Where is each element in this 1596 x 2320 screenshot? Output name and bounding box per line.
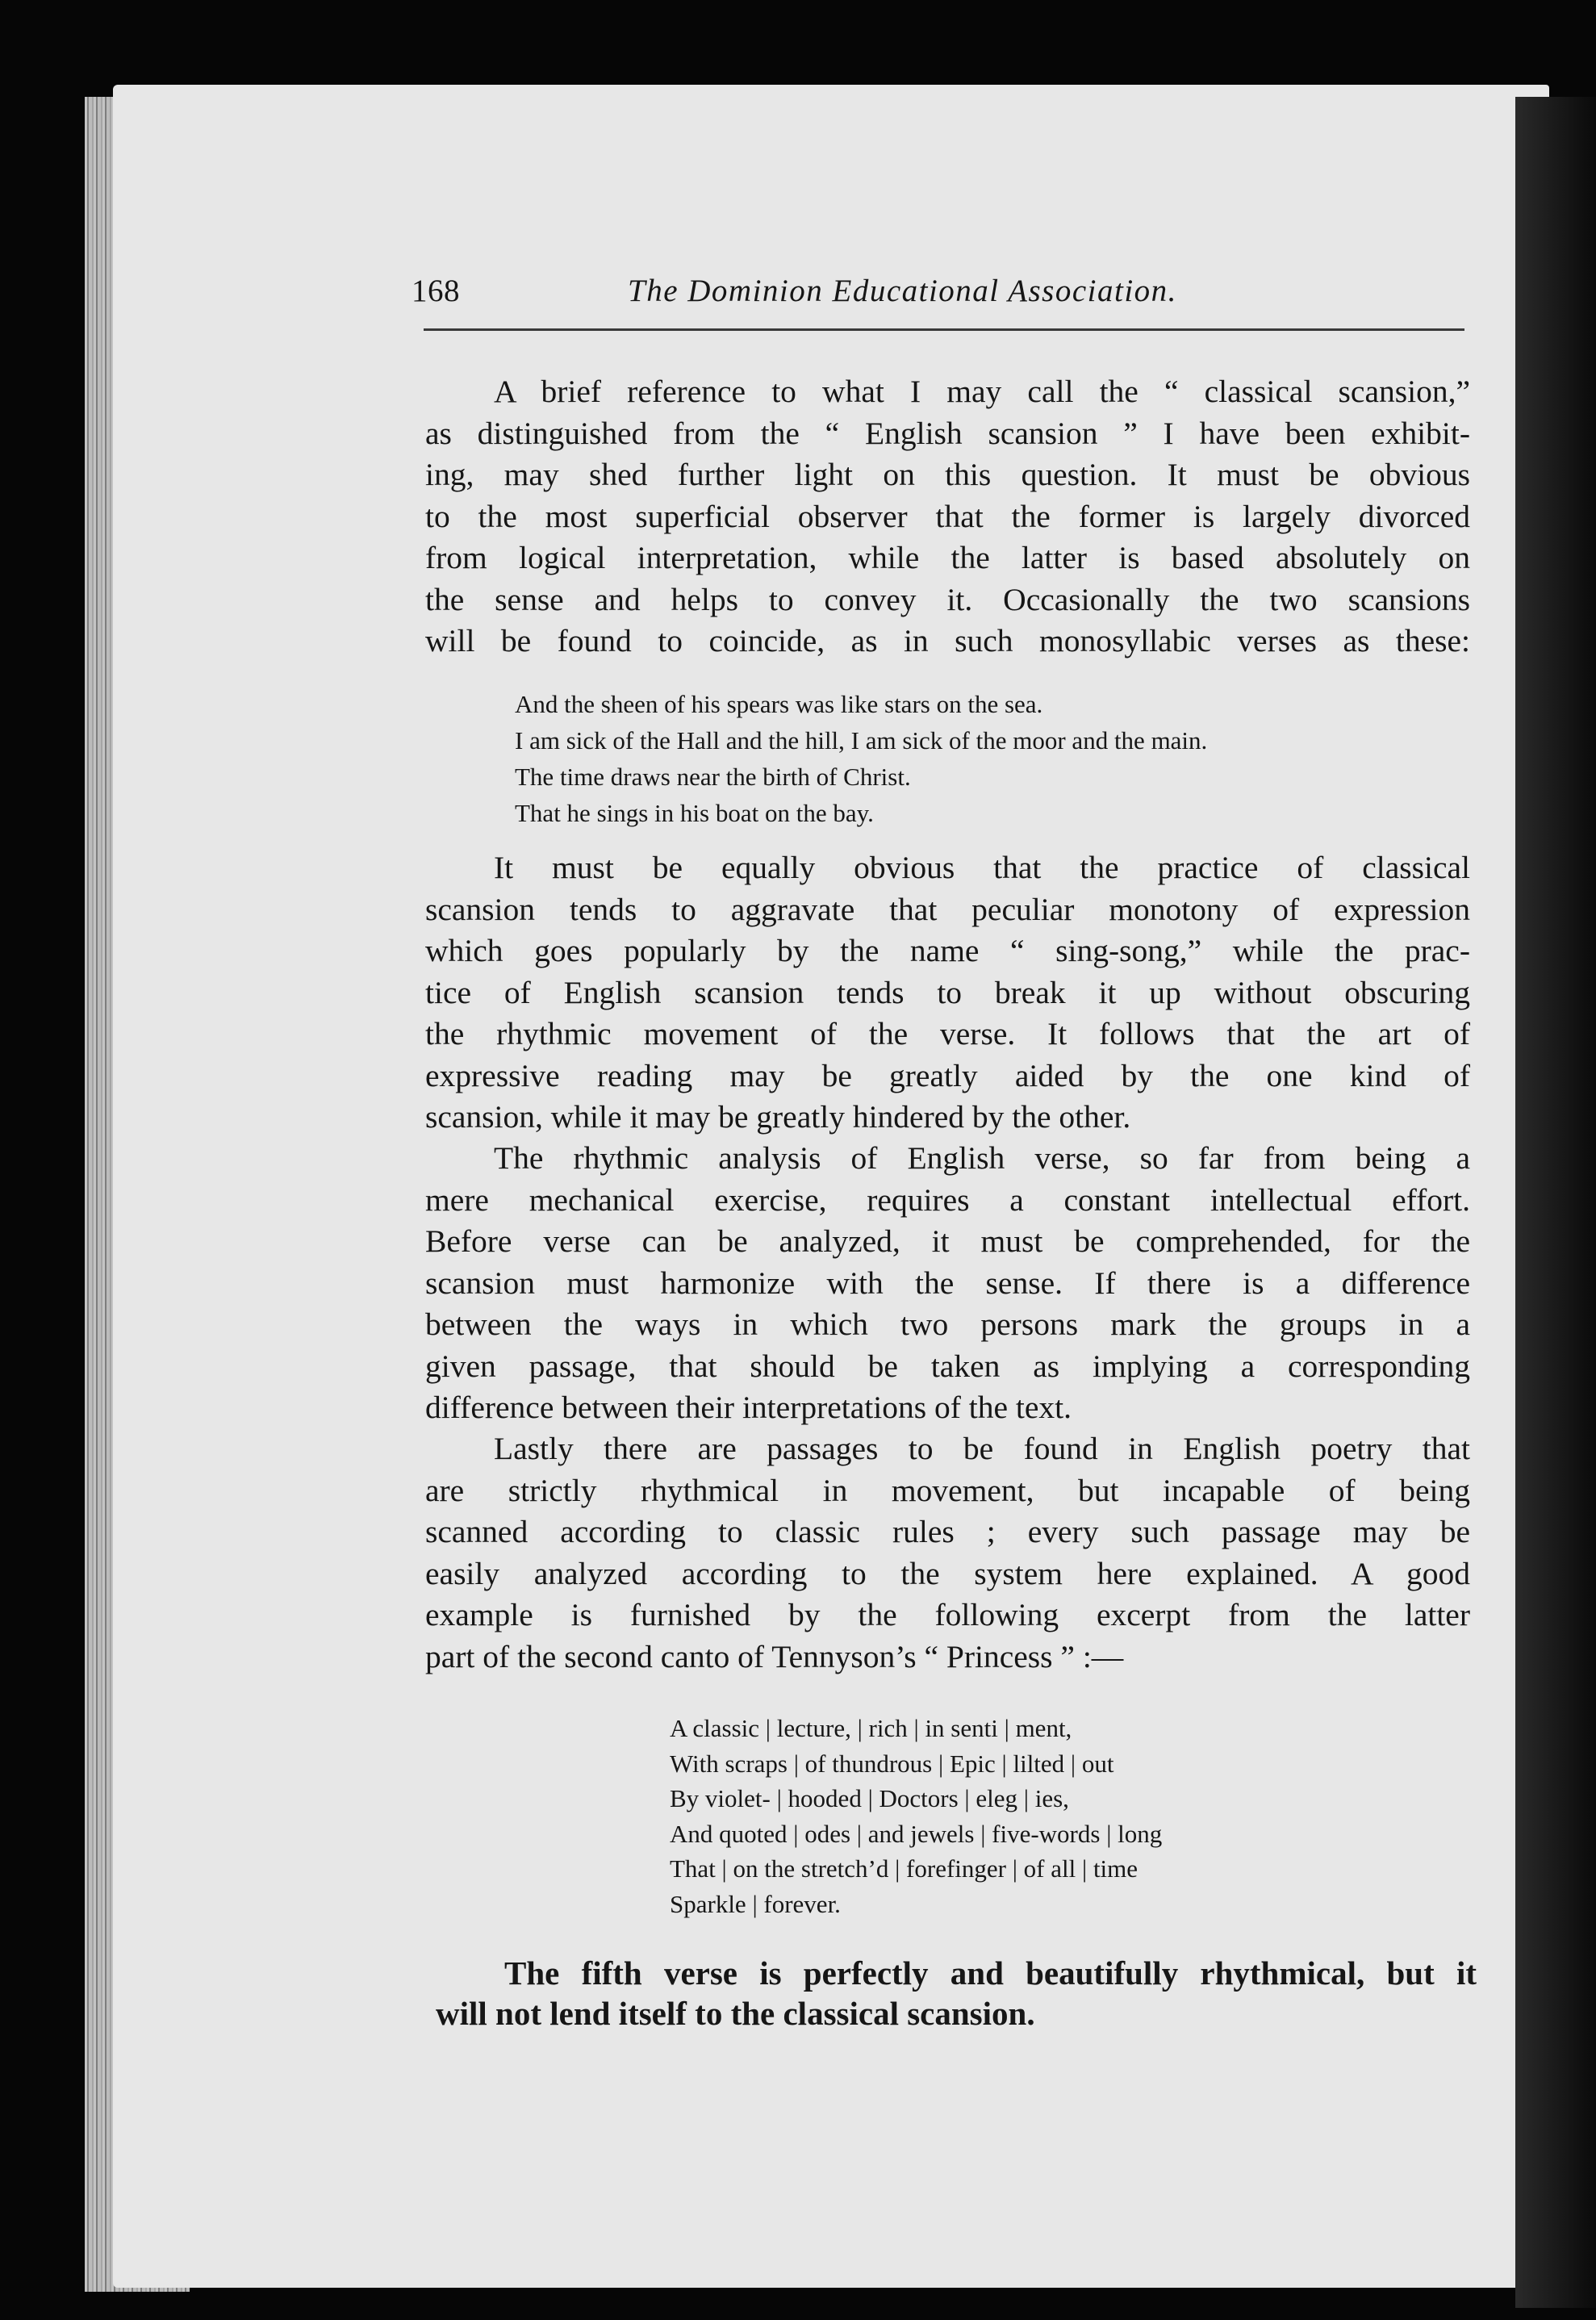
text-line: scansion tends to aggravate that peculiar monotony of expression [425,891,1470,927]
text-line: scansion, while it may be greatly hindered by the other. [425,1099,1131,1135]
text-line: will be found to coincide, as in such monosyllabic verses as these: [425,623,1470,658]
verse-line: With scraps | of thundrous | Epic | lilted | out [670,1749,1114,1778]
header-rule [424,328,1464,331]
text-line: easily analyzed according to the system here explained. A good [425,1555,1470,1591]
running-title: The Dominion Educational Association. [628,274,1177,308]
verse-line: That he sings in his boat on the bay. [515,799,874,827]
text-line: Before verse can be analyzed, it must be comprehended, for the [425,1223,1470,1259]
scanned-verse-excerpt [670,1711,1396,1921]
text-line: the sense and helps to convey it. Occasionally the two scansions [425,581,1470,617]
text-line: The fifth verse is perfectly and beautifully rhythmical, but it [504,1954,1477,1992]
verse-line: By violet- | hooded | Doctors | eleg | ies, [670,1784,1069,1812]
verse-line: I am sick of the Hall and the hill, I am sick of the moor and the main. [515,726,1208,755]
text-line: A brief reference to what I may call the “ classical scansion,” [494,374,1470,409]
verse-line: That | on the stretch’d | forefinger | of all | time [670,1854,1139,1883]
text-line: from logical interpretation, while the latter is based absolutely on [425,540,1470,575]
text-line: difference between their interpretations of the text. [425,1390,1072,1425]
verse-line: And the sheen of his spears was like stars on the sea. [515,690,1043,718]
text-line: The rhythmic analysis of English verse, so far from being a [494,1140,1470,1176]
text-line: to the most superficial observer that the former is largely divorced [425,498,1470,534]
text-line: expressive reading may be greatly aided by the one kind of [425,1057,1470,1093]
text-line: Lastly there are passages to be found in English poetry that [494,1431,1470,1466]
text-line: as distinguished from the “ English scansion ” I have been exhibit- [425,415,1470,451]
text-line: It must be equally obvious that the practice of classical [494,850,1470,885]
paragraph-lastly [425,1428,1470,1678]
text-line: example is furnished by the following excerpt from the latter [425,1597,1470,1632]
paragraph-fifth-verse [436,1953,1477,2034]
text-line: ing, may shed further light on this question. It must be obvious [425,457,1470,492]
verse-line: A classic | lecture, | rich | in senti | ment, [670,1714,1072,1742]
text-line: scansion must harmonize with the sense. If there is a difference [425,1265,1470,1301]
monosyllabic-verse-quotes [515,686,1443,831]
paragraph-rhythmic-analysis [425,1138,1470,1429]
text-line: mere mechanical exercise, requires a constant intellectual effort. [425,1181,1470,1218]
text-line: part of the second canto of Tennyson’s “ Princess ” :— [425,1638,1124,1674]
text-line: scanned according to classic rules ; every such passage may be [425,1514,1470,1549]
text-line: which goes popularly by the name “ sing-song,” while the prac- [425,933,1470,968]
verse-line: And quoted | odes | and jewels | five-words | long [670,1819,1163,1848]
paragraph-monotony [425,847,1470,1139]
text-line: will not lend itself to the classical scansion. [436,1995,1035,2032]
text-line: are strictly rhythmical in movement, but incapable of being [425,1472,1470,1508]
text-line: the rhythmic movement of the verse. It follows that the art of [425,1016,1470,1051]
paragraph-classical-scansion [425,371,1470,663]
verse-line: The time draws near the birth of Christ. [515,763,911,791]
text-line: tice of English scansion tends to break it up without obscuring [425,974,1470,1010]
page-number: 168 [412,274,460,308]
verse-line: Sparkle | forever. [670,1889,841,1918]
text-line: given passage, that should be taken as implying a corresponding [425,1348,1470,1384]
text-line: between the ways in which two persons mark the groups in a [425,1306,1470,1342]
